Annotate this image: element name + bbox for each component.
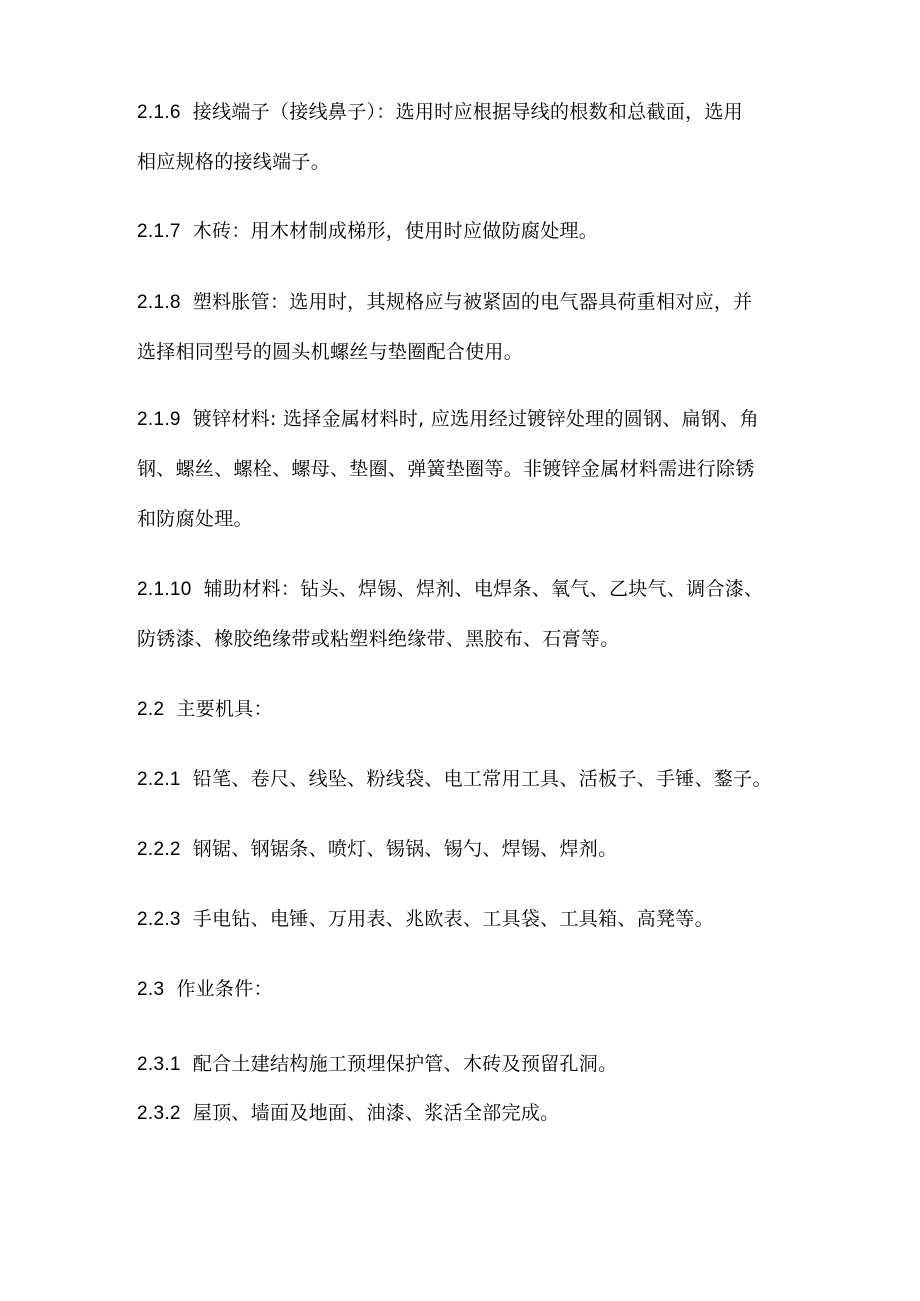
paragraph-2-1-6-line-1 [137, 99, 797, 126]
paragraph-2-1-9-line-3 [137, 506, 797, 532]
section-number: 2.3.2 [137, 1103, 181, 1124]
paragraph-2-1-10-line-2 [137, 626, 797, 652]
paragraph-2-1-9-line-2 [137, 456, 797, 482]
paragraph-2-1-7-line-1 [137, 218, 797, 245]
section-number: 2.1.9 [137, 409, 181, 430]
section-number: 2.2.3 [137, 909, 181, 930]
paragraph-2-2-2-line-1 [137, 836, 797, 863]
section-number: 2.2 [137, 699, 165, 720]
paragraph-text: 接线端子（接线鼻子）：选用时应根据导线的根数和总截面，选用 [192, 101, 743, 123]
paragraph-2-1-8-line-1 [137, 289, 797, 316]
paragraph-2-2-1-line-1 [137, 766, 797, 793]
paragraph-text: 相应规格的接线端子。 [137, 151, 331, 173]
paragraph-2-3-2-line-1 [137, 1100, 797, 1127]
section-number: 2.2.1 [137, 769, 181, 790]
heading-2-3 [137, 976, 797, 1003]
section-number: 2.1.8 [137, 292, 181, 313]
paragraph-2-1-10-line-1 [137, 576, 797, 603]
heading-2-2 [137, 696, 797, 723]
paragraph-2-1-8-line-2 [137, 339, 797, 365]
paragraph-2-1-9-line-1 [137, 406, 797, 433]
paragraph-2-2-3-line-1 [137, 906, 797, 933]
section-number: 2.1.7 [137, 221, 181, 242]
paragraph-text: 手电钻、电锤、万用表、兆欧表、工具袋、工具箱、高凳等。 [192, 908, 714, 930]
section-number: 2.3.1 [137, 1054, 181, 1075]
heading-text: 作业条件： [176, 978, 273, 1000]
paragraph-text: 钢锯、钢锯条、喷灯、锡锅、锡勺、焊锡、焊剂。 [192, 838, 618, 860]
paragraph-text: 屋顶、墙面及地面、油漆、浆活全部完成。 [192, 1102, 560, 1124]
paragraph-text: 和防腐处理。 [137, 508, 253, 530]
section-number: 2.2.2 [137, 839, 181, 860]
paragraph-text: 选择相同型号的圆头机螺丝与垫圈配合使用。 [137, 341, 524, 363]
paragraph-2-1-6-line-2 [137, 149, 797, 175]
section-number: 2.1.10 [137, 579, 192, 600]
paragraph-text: 钢、螺丝、螺栓、螺母、垫圈、弹簧垫圈等。非镀锌金属材料需进行除锈 [137, 458, 755, 480]
section-number: 2.3 [137, 979, 165, 1000]
paragraph-text: 镀锌材料: 选择金属材料时, 应选用经过镀锌处理的圆钢、扁钢、角 [192, 408, 759, 430]
paragraph-2-3-1-line-1 [137, 1051, 797, 1078]
paragraph-text: 木砖：用木材制成梯形，使用时应做防腐处理。 [192, 220, 599, 242]
paragraph-text: 塑料胀管：选用时，其规格应与被紧固的电气器具荷重相对应，并 [192, 291, 753, 313]
section-number: 2.1.6 [137, 102, 181, 123]
paragraph-text: 辅助材料：钻头、焊锡、焊剂、电焊条、氧气、乙块气、调合漆、 [203, 578, 764, 600]
paragraph-text: 防锈漆、橡胶绝缘带或粘塑料绝缘带、黑胶布、石膏等。 [137, 628, 620, 650]
paragraph-text: 铅笔、卷尺、线坠、粉线袋、电工常用工具、活板子、手锤、鍪子。 [192, 768, 772, 790]
heading-text: 主要机具： [176, 698, 273, 720]
paragraph-text: 配合土建结构施工预埋保护管、木砖及预留孔洞。 [192, 1053, 618, 1075]
